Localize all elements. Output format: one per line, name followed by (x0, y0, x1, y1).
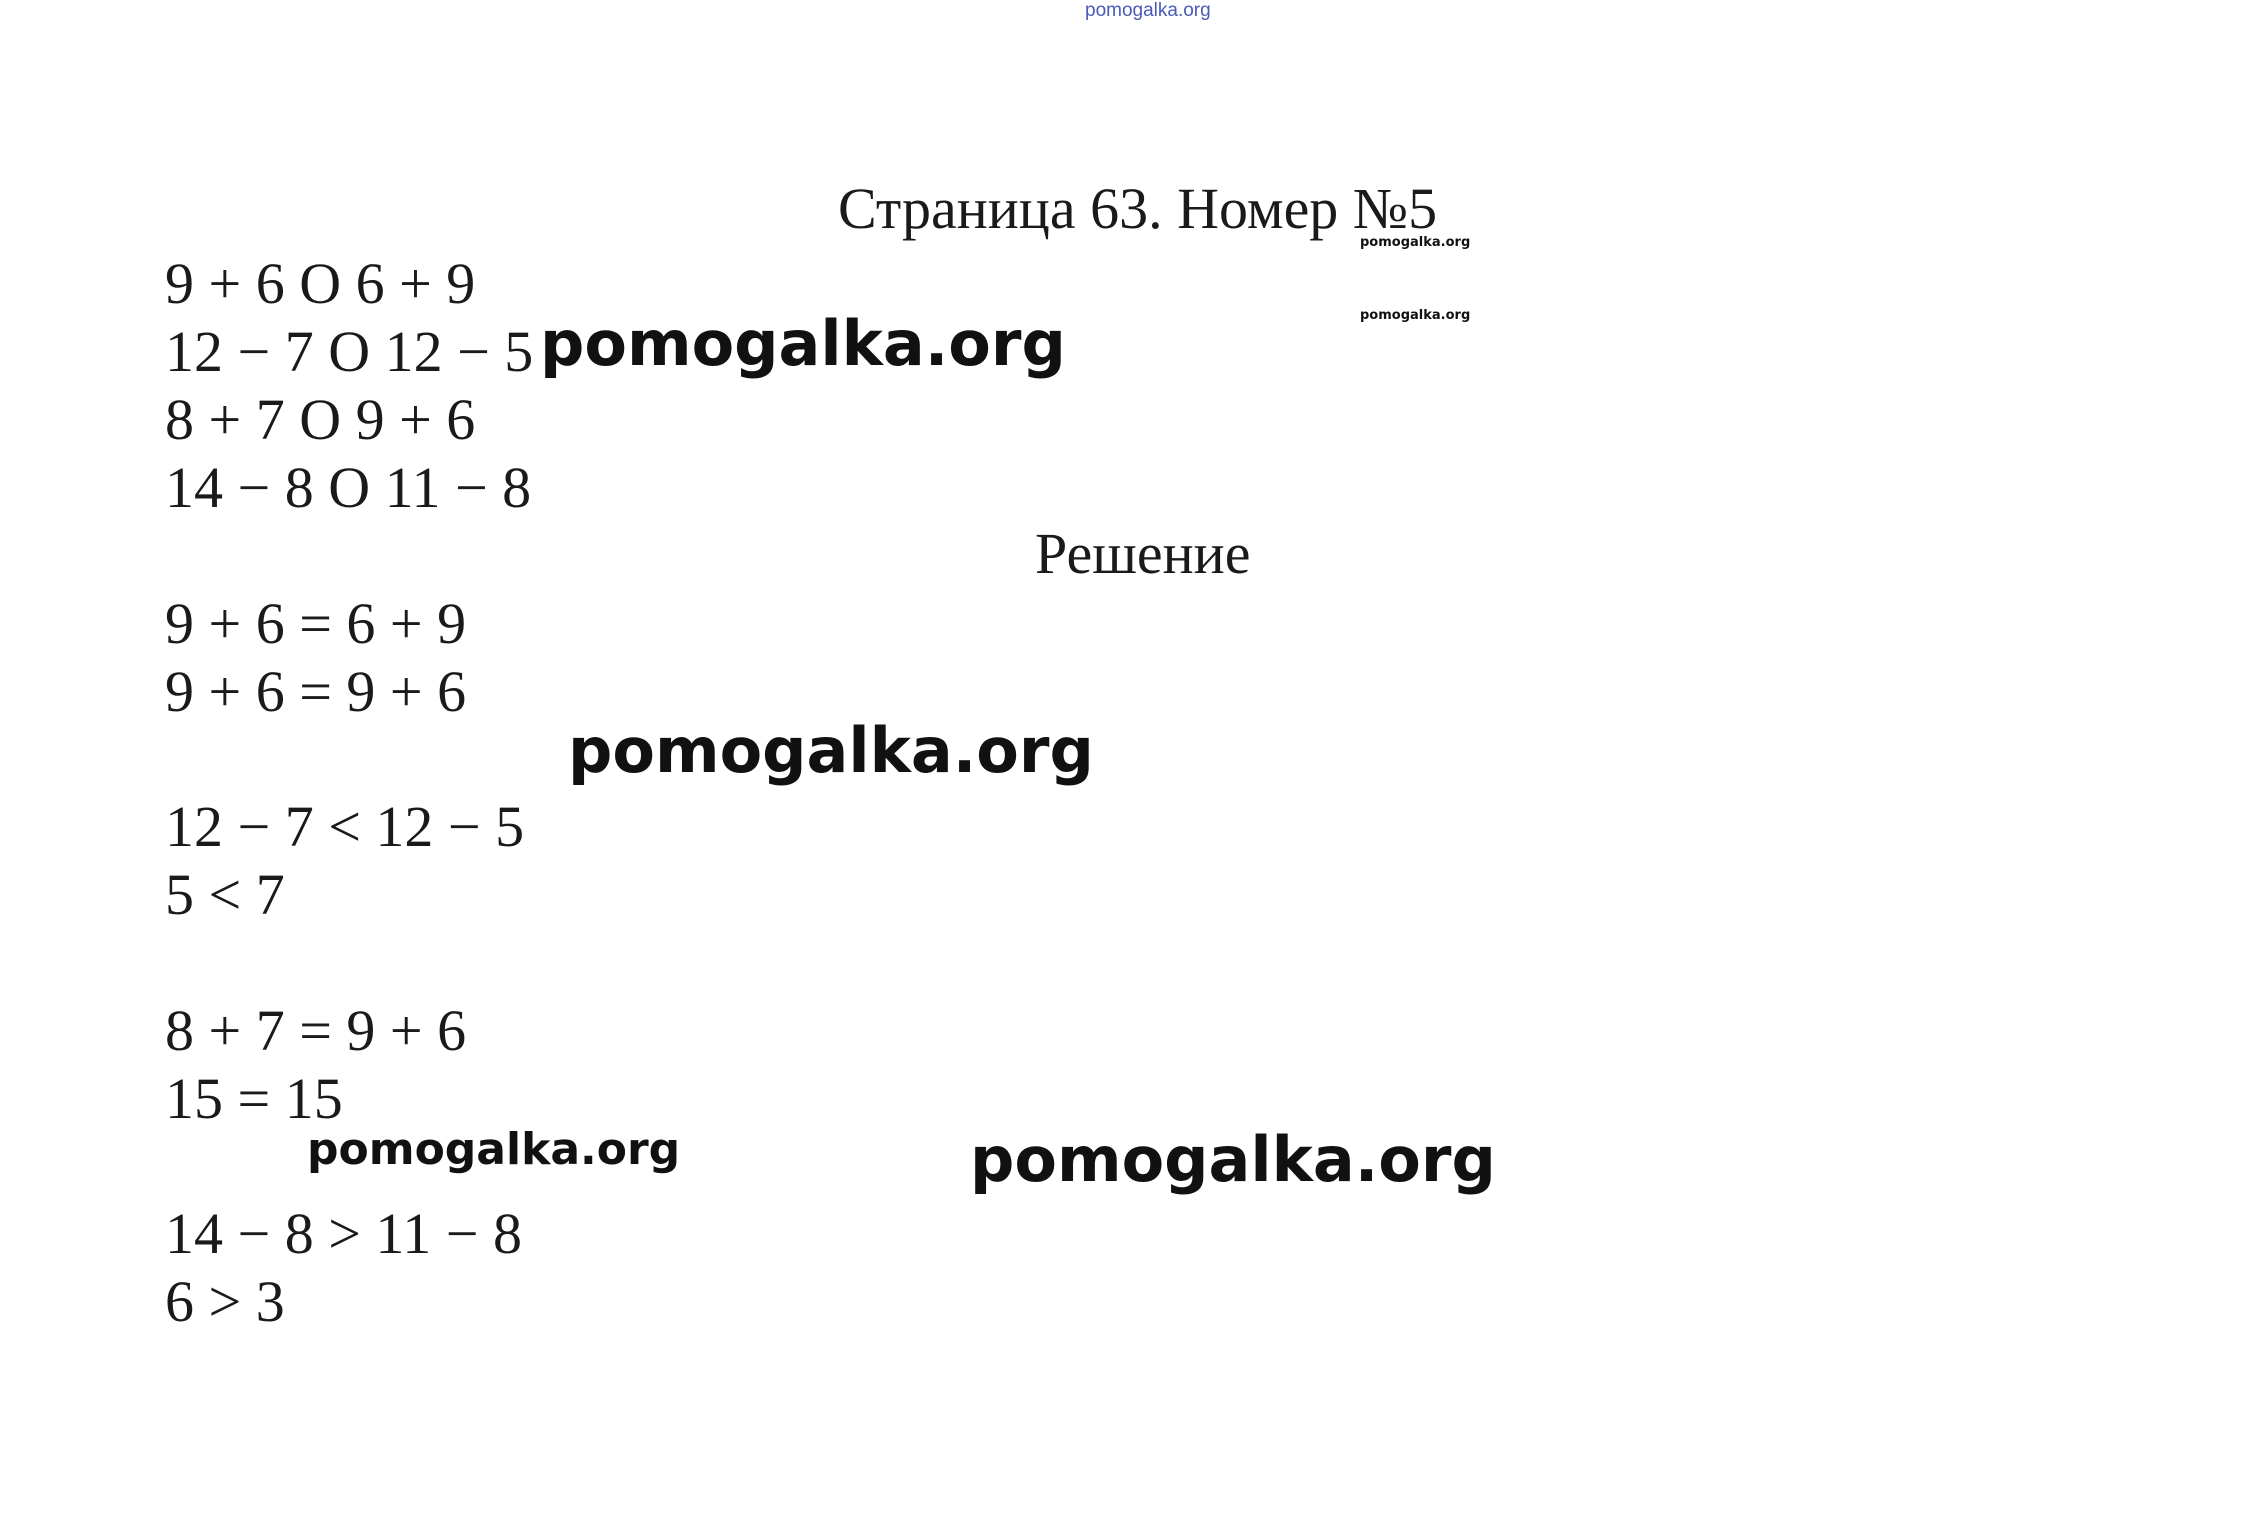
solution-heading: Решение (1035, 521, 1251, 586)
page-title: Страница 63. Номер №5 (838, 176, 1438, 241)
watermark: pomogalka.org (540, 307, 1066, 380)
solution-line: 14 − 8 > 11 − 8 (165, 1201, 522, 1266)
solution-line: 8 + 7 = 9 + 6 (165, 998, 467, 1063)
task-line: 8 + 7 O 9 + 6 (165, 387, 476, 452)
watermark: pomogalka.org (307, 1124, 681, 1175)
solution-line: 15 = 15 (165, 1066, 343, 1131)
solution-line: 6 > 3 (165, 1269, 285, 1334)
watermark: pomogalka.org (970, 1123, 1496, 1196)
task-line: 14 − 8 O 11 − 8 (165, 455, 532, 520)
task-line: 9 + 6 O 6 + 9 (165, 251, 476, 316)
solution-line: 9 + 6 = 6 + 9 (165, 591, 467, 656)
solution-line: 12 − 7 < 12 − 5 (165, 794, 525, 859)
task-line: 12 − 7 O 12 − 5 (165, 319, 534, 384)
watermark: pomogalka.org (568, 714, 1094, 787)
watermark: pomogalka.org (1360, 235, 1471, 250)
top-site-link[interactable]: pomogalka.org (1085, 0, 1211, 21)
solution-line: 5 < 7 (165, 862, 285, 927)
watermark: pomogalka.org (1360, 308, 1471, 323)
solution-line: 9 + 6 = 9 + 6 (165, 659, 467, 724)
